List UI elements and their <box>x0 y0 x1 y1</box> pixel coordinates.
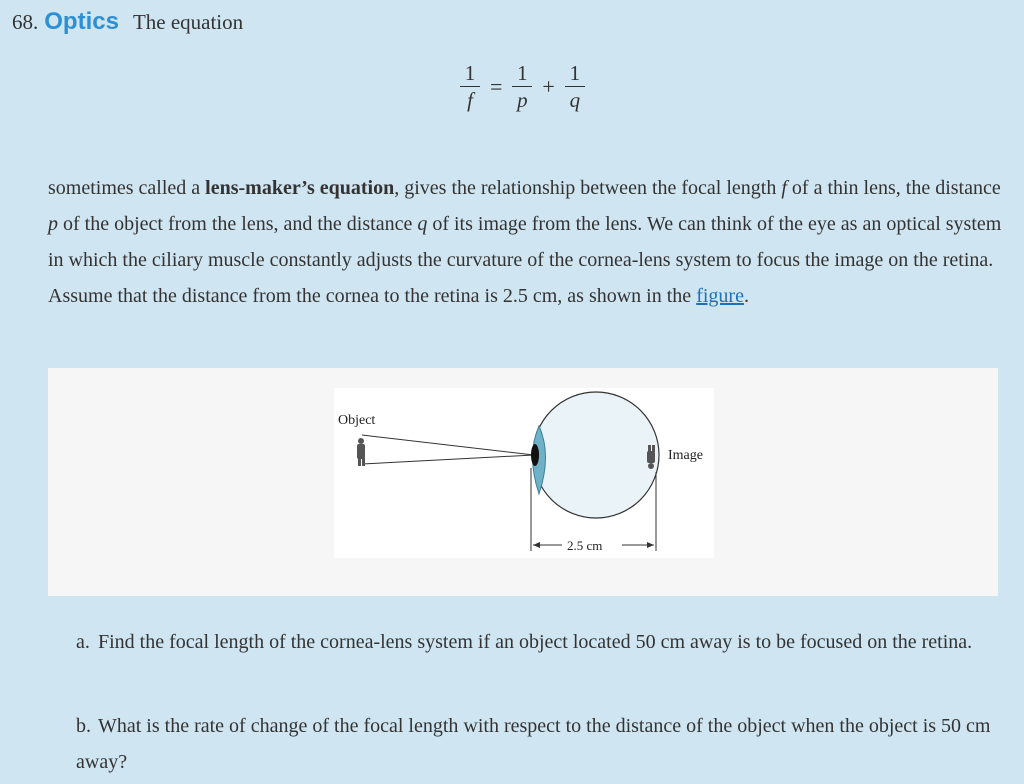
problem-header <box>12 8 243 36</box>
text-run: , as shown in the <box>557 285 697 307</box>
image-label: Image <box>668 448 703 463</box>
fraction-bar <box>512 86 532 87</box>
image-figure-icon <box>647 445 655 469</box>
problem-paragraph <box>48 170 1003 314</box>
eyeball <box>533 392 659 518</box>
lens-equation <box>460 62 585 111</box>
variable-p: p <box>48 213 58 235</box>
fraction-one-over-f <box>460 62 480 111</box>
fraction-numerator: 1 <box>517 61 528 85</box>
variable-f: f <box>781 177 787 199</box>
ray-bottom <box>362 455 534 464</box>
problem-lead: The equation <box>132 10 244 34</box>
eye-figure <box>334 388 714 558</box>
ray-top <box>362 435 534 455</box>
fraction-bar <box>460 86 480 87</box>
problem-number: 68. <box>12 10 39 34</box>
fraction-denominator: q <box>569 88 581 113</box>
question-a-text: Find the focal length of the cornea-lens system if an object located 50 cm away is to be focused on the retina. <box>98 631 973 653</box>
variable-q: q <box>417 213 428 235</box>
key-term: lens-maker’s equation <box>205 177 395 199</box>
fraction-one-over-p <box>512 62 532 111</box>
arrow-head-left <box>533 542 540 548</box>
eye-diagram <box>334 388 714 558</box>
text-run: of a thin lens, the distance <box>786 177 1001 199</box>
fraction-one-over-q <box>565 62 585 111</box>
dimension-label: 2.5 cm <box>567 538 603 553</box>
problem-topic: Optics <box>44 8 119 35</box>
object-figure-icon <box>357 438 365 466</box>
fraction-numerator: 1 <box>569 61 581 85</box>
fraction-bar <box>565 86 585 87</box>
fraction-denominator: f <box>467 88 473 113</box>
text-run: of its image from the lens. We can think of the eye as an optical system in which the ciliary muscle constantly adjusts the curvature of the cornea-lens system to focus the image on the retina. Assume that the distance from the cornea to the retina is <box>48 213 1002 307</box>
fraction-numerator: 1 <box>464 61 476 85</box>
pupil <box>531 444 539 466</box>
arrow-head-right <box>647 542 654 548</box>
fraction-denominator: p <box>517 88 528 113</box>
equals-sign: = <box>490 73 503 99</box>
question-a-label: a. <box>76 631 90 653</box>
question-b-label: b. <box>76 715 91 737</box>
text-run: sometimes called a <box>48 177 206 199</box>
question-b-text: What is the rate of change of the focal length with respect to the distance of the object when the object is 50 cm away? <box>76 715 991 773</box>
figure-link[interactable]: figure <box>696 285 744 307</box>
plus-sign: + <box>542 73 555 99</box>
question-b <box>76 708 996 780</box>
object-label: Object <box>338 413 376 428</box>
text-run: of the object from the lens, and the distance <box>58 213 418 235</box>
text-run: . <box>743 285 749 307</box>
distance-value: 2.5 cm <box>502 285 558 307</box>
text-run: , gives the relationship between the focal length <box>394 177 782 199</box>
question-a <box>76 624 996 660</box>
